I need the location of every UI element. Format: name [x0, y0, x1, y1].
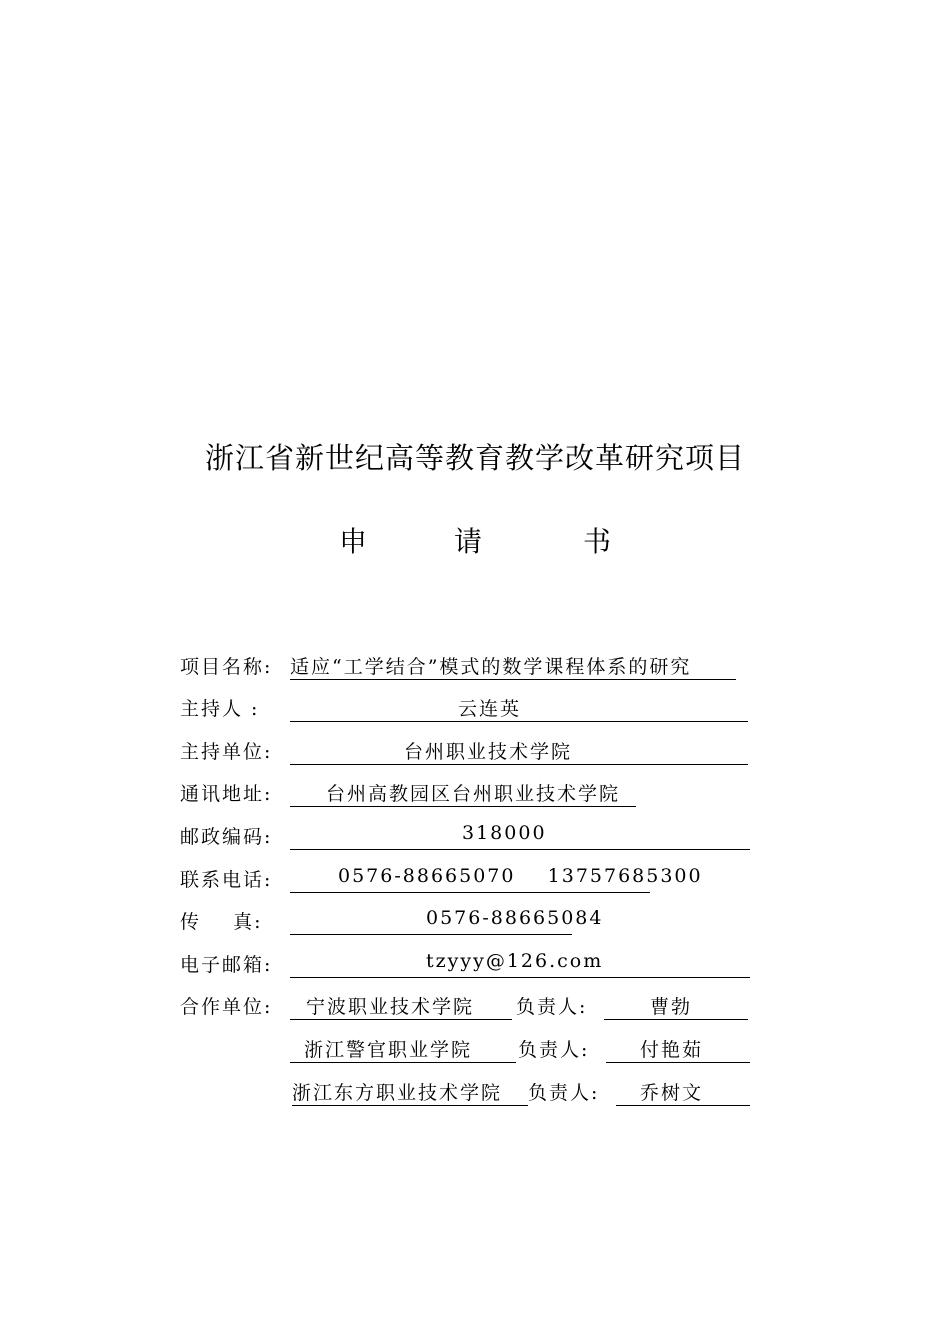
- partner-2-unit-field: [290, 1035, 516, 1063]
- partner-1-leader-label: 负责人:: [516, 996, 588, 1018]
- host-value: 云连英: [458, 698, 522, 720]
- phone-field: [290, 865, 703, 893]
- partner-2-unit: 浙江警官职业学院: [304, 1039, 473, 1061]
- partner-1-leader: 曹勃: [650, 996, 693, 1018]
- fax-value: 0576-88665084: [426, 907, 604, 929]
- phone-value: 0576-88665070 13757685300: [338, 865, 703, 887]
- email-field: [290, 950, 750, 978]
- postcode-field: [290, 822, 750, 850]
- partner-1-unit: 宁波职业技术学院: [306, 996, 475, 1018]
- host-label: 主持人 :: [180, 698, 260, 720]
- project-name-label: 项目名称:: [180, 656, 273, 678]
- address-value: 台州高教园区台州职业技术学院: [326, 783, 621, 805]
- partner-3-unit: 浙江东方职业技术学院: [292, 1082, 503, 1104]
- subtitle-char-3: 书: [583, 525, 612, 558]
- project-name-field: [290, 652, 736, 680]
- document-title: 浙江省新世纪高等教育教学改革研究项目: [204, 441, 745, 475]
- partner-3-unit-field: [292, 1078, 528, 1106]
- postcode-label: 邮政编码:: [180, 826, 273, 848]
- partners-label: 合作单位:: [180, 996, 273, 1018]
- partner-1-leader-field: [604, 992, 748, 1020]
- email-label: 电子邮箱:: [180, 954, 273, 976]
- host-unit-value: 台州职业技术学院: [404, 741, 573, 763]
- partner-2-leader-field: [606, 1035, 750, 1063]
- host-unit-label: 主持单位:: [180, 741, 273, 763]
- partner-2-leader: 付艳茹: [640, 1039, 704, 1061]
- partner-2-leader-label: 负责人:: [518, 1039, 590, 1061]
- partner-1-unit-field: [290, 992, 512, 1020]
- project-name-value: 适应“工学结合”模式的数学课程体系的研究: [290, 656, 692, 678]
- address-label: 通讯地址:: [180, 783, 273, 805]
- partner-3-leader-field: [616, 1078, 750, 1106]
- document-subtitle: [0, 520, 950, 560]
- email-value: tzyyy@126.com: [426, 950, 604, 972]
- host-field: [290, 694, 748, 722]
- fax-field: [290, 907, 604, 935]
- phone-label: 联系电话:: [180, 869, 273, 891]
- subtitle-char-1: 申: [339, 525, 368, 558]
- postcode-value: 318000: [462, 822, 547, 844]
- host-unit-field: [290, 737, 748, 765]
- address-field: [290, 779, 636, 807]
- fax-label: 传 真:: [180, 911, 263, 933]
- partner-3-leader: 乔树文: [640, 1082, 704, 1104]
- partner-3-leader-label: 负责人:: [528, 1082, 600, 1104]
- subtitle-char-2: 请: [454, 525, 483, 558]
